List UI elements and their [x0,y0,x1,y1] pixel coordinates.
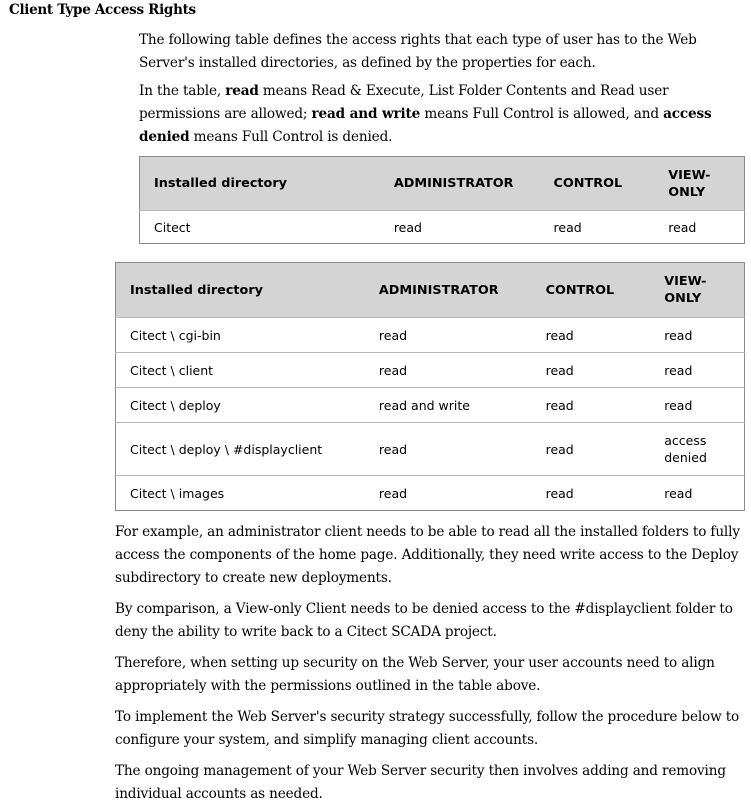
cell-administrator: read [379,476,546,511]
col-header-view-only-line1: VIEW- [668,167,711,183]
col-header-administrator: ADMINISTRATOR [394,157,554,211]
col-header-view-only-line2: ONLY [668,184,706,200]
table-row [116,318,745,353]
col-header-view-only [664,263,744,318]
cell-administrator: read and write [379,388,546,423]
body-paragraph: By comparison, a View-only Client needs to be denied access to the #displayclient folder to deny the ability to write back to a Citect SCADA project. [115,601,733,640]
cell-directory: Citect \ images [116,476,379,511]
body-paragraph: For example, an administrator client needs to be able to read all the installed folders to fully access the components of the home page. Additionally, they need write access to the Deploy subdirectory to create new deployments. [115,524,740,586]
cell-control: read [546,388,665,423]
cell-control: read [546,423,665,476]
cell-control: read [546,353,665,388]
cell-view-only [664,423,744,476]
col-header-control: CONTROL [554,157,669,211]
cell-directory: Citect [140,211,394,244]
cell-access-denied-line2: denied [664,450,707,465]
table-header-row [140,157,745,211]
cell-administrator: read [379,423,546,476]
legend-term-read: read [225,83,259,99]
body-paragraph: Therefore, when setting up security on the Web Server, your user accounts need to align appropriately with the permissions outlined in the table above. [115,655,715,694]
cell-control: read [554,211,669,244]
cell-directory: Citect \ cgi-bin [116,318,379,353]
table-row [116,476,745,511]
col-header-directory: Installed directory [140,157,394,211]
col-header-view-only-line2: ONLY [664,291,702,306]
body-paragraph: To implement the Web Server's security strategy successfully, follow the procedure below to configure your system, and simplify managing client accounts. [115,709,740,748]
section-heading: Client Type Access Rights [9,2,196,18]
intro-paragraph: The following table defines the access rights that each type of user has to the Web Server's installed directories, as defined by the properties for each. [139,32,697,71]
legend-text-3: means Full Control is allowed, and [420,106,664,122]
cell-view-only: read [664,318,744,353]
cell-directory: Citect \ deploy \ #displayclient [116,423,379,476]
cell-administrator: read [379,353,546,388]
cell-administrator: read [379,318,546,353]
body-paragraph: The ongoing management of your Web Server security then involves adding and removing individual accounts as needed. [115,763,726,802]
col-header-directory: Installed directory [116,263,379,318]
cell-access-denied-line1: access [664,433,707,448]
access-table-root [139,156,745,244]
legend-text-2: means Read & Execute, List Folder Contents and Read user permissions are allowed; [139,83,669,122]
cell-control: read [546,318,665,353]
access-table-subdirs [115,262,745,511]
legend-term-read-write: read and write [311,106,421,122]
cell-view-only: read [664,353,744,388]
cell-control: read [546,476,665,511]
col-header-control: CONTROL [546,263,665,318]
legend-term-access-denied: access denied [139,106,712,145]
cell-view-only: read [668,211,744,244]
table-row [116,423,745,476]
cell-directory: Citect \ client [116,353,379,388]
col-header-view-only [668,157,744,211]
cell-view-only: read [664,388,744,423]
table-header-row [116,263,745,318]
col-header-administrator: ADMINISTRATOR [379,263,546,318]
cell-administrator: read [394,211,554,244]
table-row [116,353,745,388]
cell-directory: Citect \ deploy [116,388,379,423]
legend-text-4: means Full Control is denied. [189,129,393,145]
legend-paragraph [139,80,743,149]
cell-view-only: read [664,476,744,511]
legend-text-1: In the table, [139,83,226,99]
table-row [116,388,745,423]
table-row [140,211,745,244]
col-header-view-only-line1: VIEW- [664,274,707,289]
